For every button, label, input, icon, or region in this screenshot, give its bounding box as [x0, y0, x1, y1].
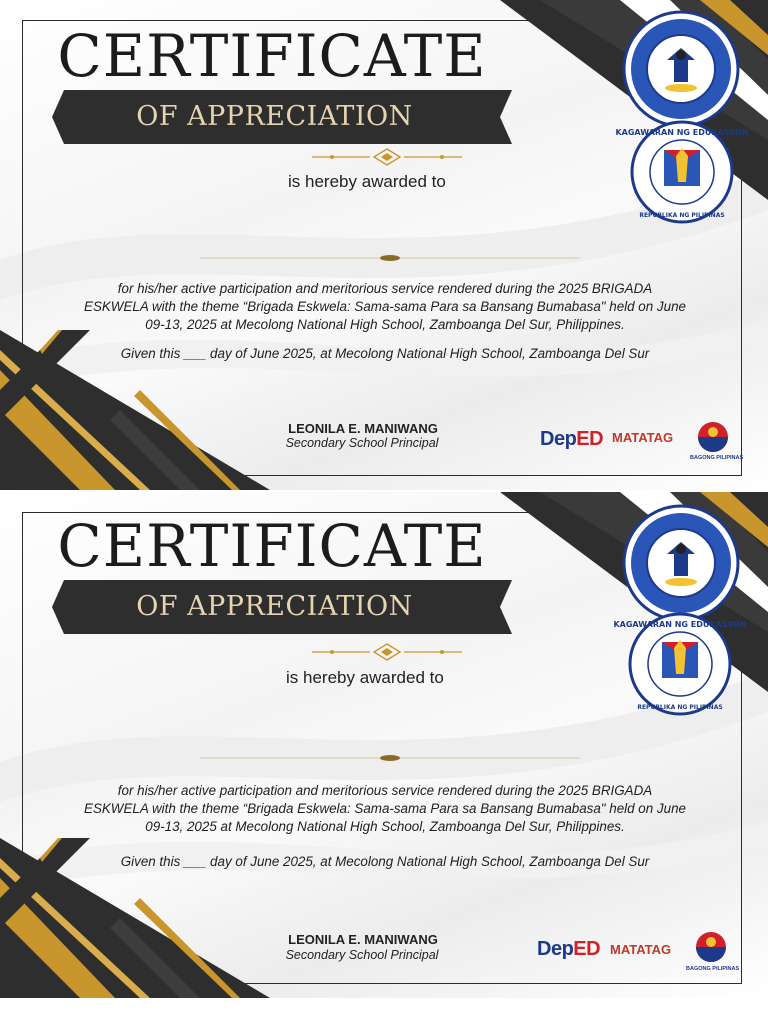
bagong-pilipinas-logo	[688, 930, 734, 964]
school-seal-logo	[622, 10, 740, 128]
certificate-body	[30, 782, 740, 836]
body-line-3: 09-13, 2025 at Mecolong National High School, Zamboanga Del Sur, Philippines.	[145, 819, 625, 834]
body-line-2: ESKWELA with the theme “Brigada Eskwela: Sama-sama Para sa Bansang Bumabasa" held on June	[84, 801, 686, 816]
signatory-name: LEONILA E. MANIWANG	[288, 421, 438, 436]
deped-seal-arc-bottom: REPUBLIKA NG PILIPINAS	[639, 212, 725, 219]
deped-logo: DepED	[540, 428, 604, 450]
certificate-2	[0, 492, 768, 998]
awarded-text: is hereby awarded to	[288, 172, 446, 191]
deped-seal-logo	[613, 612, 747, 716]
certificate-subtitle: OF APPRECIATION	[136, 101, 413, 132]
signatory-title: Secondary School Principal	[285, 948, 439, 962]
certificate-title: CERTIFICATE	[57, 512, 487, 580]
given-line: Given this ___ day of June 2025, at Mecolong National High School, Zamboanga Del Sur	[120, 854, 650, 869]
deped-logo: DepED	[537, 938, 601, 960]
deped-seal-arc-bottom: REPUBLIKA NG PILIPINAS	[637, 704, 723, 711]
bagong-pilipinas-logo	[690, 420, 736, 454]
body-line-2: ESKWELA with the theme “Brigada Eskwela: Sama-sama Para sa Bansang Bumabasa" held on June	[84, 299, 686, 314]
certificate-title: CERTIFICATE	[57, 22, 487, 90]
certificate-body	[30, 280, 740, 334]
deped-seal-arc-top: KAGAWARAN NG EDUKASYON	[615, 128, 749, 137]
certificate-subtitle: OF APPRECIATION	[136, 591, 413, 622]
deped-seal-logo	[615, 120, 749, 224]
bagong-pilipinas-label: BAGONG PILIPINAS	[686, 966, 740, 972]
signatory-name: LEONILA E. MANIWANG	[288, 932, 438, 947]
body-line-3: 09-13, 2025 at Mecolong National High School, Zamboanga Del Sur, Philippines.	[145, 317, 625, 332]
certificate-1	[0, 0, 768, 490]
name-divider-line	[200, 254, 580, 262]
deped-seal-arc-top: KAGAWARAN NG EDUKASYON	[613, 620, 747, 629]
awarded-text: is hereby awarded to	[286, 668, 444, 687]
given-line: Given this ___ day of June 2025, at Mecolong National High School, Zamboanga Del Sur	[120, 346, 650, 361]
name-divider-line	[200, 754, 580, 762]
gold-ornament	[312, 148, 462, 166]
matatag-logo: MATATAG	[612, 430, 674, 445]
body-line-1: for his/her active participation and meritorious service rendered during the 2025 BRIGADA	[117, 783, 653, 798]
body-line-1: for his/her active participation and meritorious service rendered during the 2025 BRIGADA	[117, 281, 653, 296]
matatag-logo: MATATAG	[610, 942, 672, 957]
school-seal-logo	[622, 504, 740, 622]
gold-ornament	[312, 643, 462, 661]
bagong-pilipinas-label: BAGONG PILIPINAS	[690, 455, 744, 461]
signatory-title: Secondary School Principal	[285, 436, 439, 450]
